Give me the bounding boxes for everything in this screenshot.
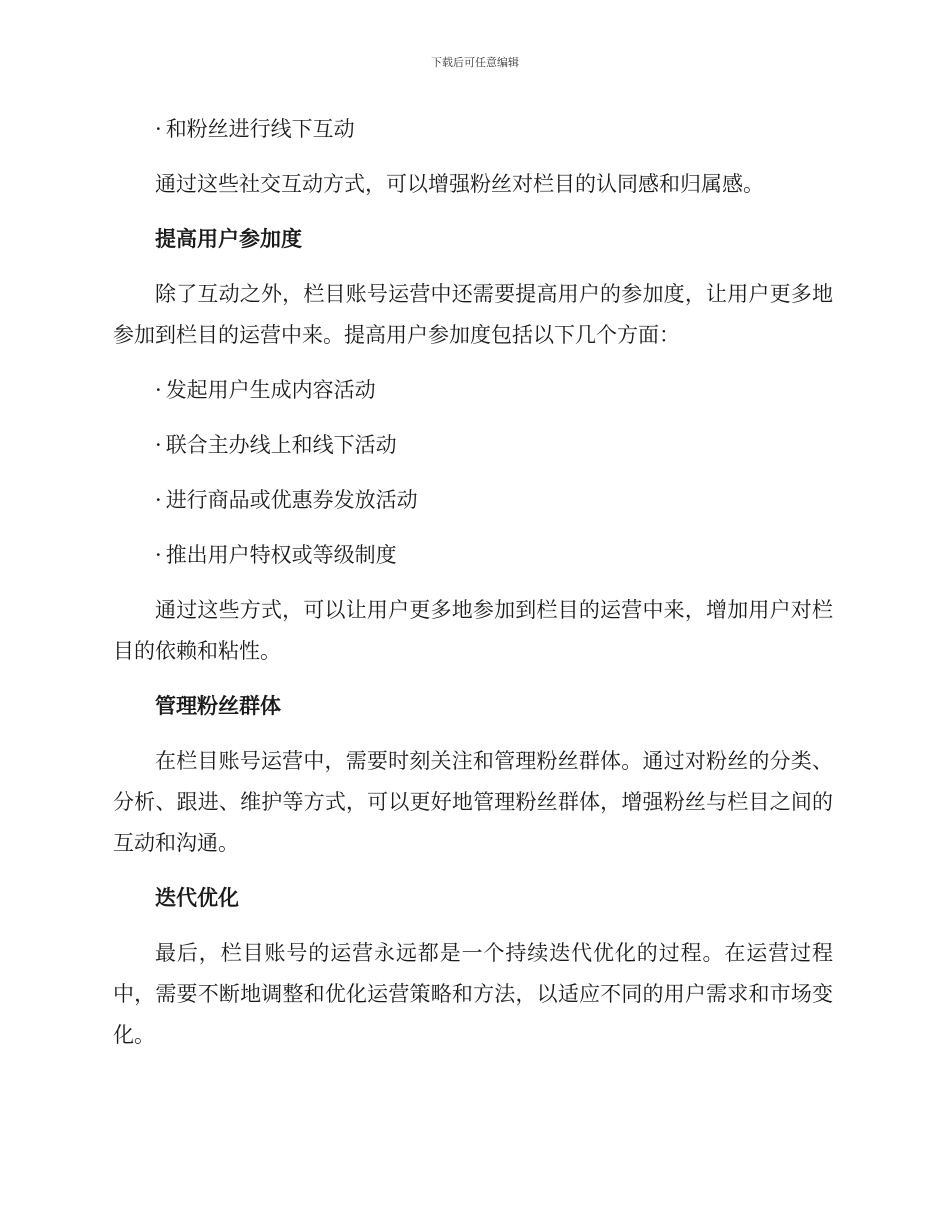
paragraph: 通过这些社交互动方式，可以增强粉丝对栏目的认同感和归属感。 [155, 172, 764, 196]
paragraph: 除了互动之外，栏目账号运营中还需要提高用户的参加度，让用户更多地参加到栏目的运营中来。提高用户参加度包括以下几个方面： [113, 282, 833, 347]
bullet-item [113, 109, 833, 150]
bullet-marker: · [155, 117, 162, 141]
bullet-item [113, 425, 833, 466]
bullet-text: 推出用户特权或等级制度 [165, 543, 397, 567]
paragraph: 通过这些方式，可以让用户更多地参加到栏目的运营中来，增加用户对栏目的依赖和粘性。 [113, 598, 833, 663]
bullet-text: 发起用户生成内容活动 [165, 378, 376, 402]
bullet-item [113, 480, 833, 521]
bullet-marker: · [155, 433, 162, 457]
paragraph: 最后，栏目账号的运营永远都是一个持续迭代优化的过程。在运营过程中，需要不断地调整和优化运营策略和方法，以适应不同的用户需求和市场变化。 [113, 941, 833, 1047]
paragraph: 在栏目账号运营中，需要时刻关注和管理粉丝群体。通过对粉丝的分类、分析、跟进、维护等方式，可以更好地管理粉丝群体，增强粉丝与栏目之间的互动和沟通。 [113, 749, 833, 855]
bullet-text: 和粉丝进行线下互动 [165, 117, 355, 141]
bullet-text: 进行商品或优惠券发放活动 [165, 488, 418, 512]
bullet-item [113, 370, 833, 411]
section-heading: 提高用户参加度 [155, 227, 302, 251]
document-body [113, 109, 833, 1070]
bullet-marker: · [155, 543, 162, 567]
bullet-text: 联合主办线上和线下活动 [165, 433, 397, 457]
section-heading: 管理粉丝群体 [155, 694, 281, 718]
section-heading: 迭代优化 [155, 886, 239, 910]
bullet-marker: · [155, 488, 162, 512]
bullet-item [113, 535, 833, 576]
page-header: 下载后可任意编辑 [431, 56, 519, 69]
bullet-marker: · [155, 378, 162, 402]
